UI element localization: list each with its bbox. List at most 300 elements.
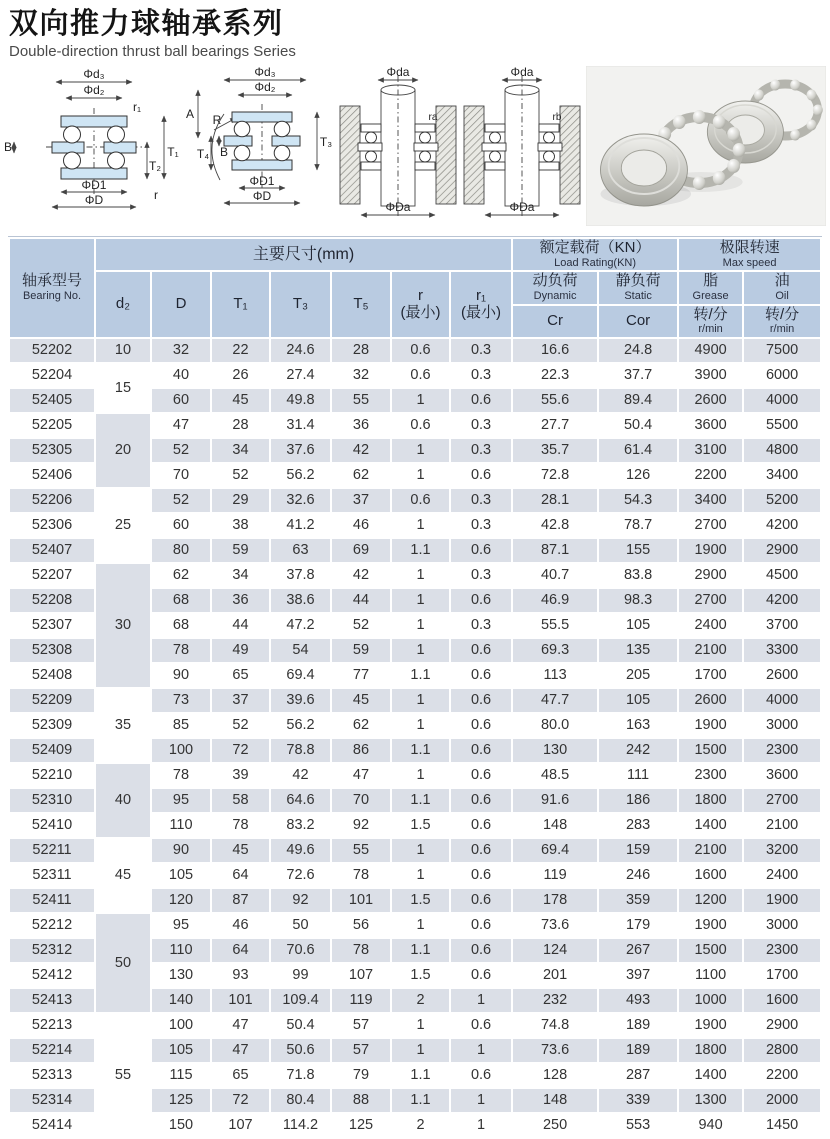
r-cell: 1.1 [392, 1089, 449, 1112]
dim-label-b: B [4, 140, 13, 155]
D-cell: 115 [152, 1064, 210, 1087]
grease-speed-cell: 2600 [679, 389, 742, 412]
r-cell: 2 [392, 1114, 449, 1137]
cr-cell: 178 [513, 889, 597, 912]
grease-unit-zh: 转/分 [693, 305, 728, 323]
r-cell: 1.1 [392, 664, 449, 687]
col-group-max-speed [679, 239, 820, 270]
bearing-no-cell: 52412 [10, 964, 94, 987]
r1-cell: 0.6 [451, 789, 511, 812]
grease-speed-cell: 3100 [679, 439, 742, 462]
T1-cell: 26 [212, 364, 269, 387]
dim-label-ra: ra [428, 112, 438, 124]
r-cell: 1 [392, 389, 449, 412]
T1-cell: 38 [212, 514, 269, 537]
D-cell: 105 [152, 1039, 210, 1062]
grease-speed-cell: 1700 [679, 664, 742, 687]
T3-cell: 92 [271, 889, 330, 912]
grease-speed-cell: 1500 [679, 739, 742, 762]
grease-speed-cell: 2100 [679, 839, 742, 862]
T5-cell: 86 [332, 739, 390, 762]
grease-speed-cell: 940 [679, 1114, 742, 1137]
bearing-table-body [10, 339, 820, 1137]
bearing-no-cell: 52408 [10, 664, 94, 687]
D-cell: 40 [152, 364, 210, 387]
r-cell: 1.5 [392, 964, 449, 987]
cr-cell: 73.6 [513, 1039, 597, 1062]
r1-cell: 0.3 [451, 339, 511, 362]
r1-cell: 0.6 [451, 964, 511, 987]
oil-speed-cell: 4000 [744, 689, 820, 712]
table-row [10, 414, 820, 437]
cor-cell: 242 [599, 739, 677, 762]
dim-label-phi-d3: Φd₃ [254, 66, 276, 80]
r-cell: 1 [392, 514, 449, 537]
cr-cell: 69.4 [513, 839, 597, 862]
T3-cell: 41.2 [271, 514, 330, 537]
col-header-T5 [332, 272, 390, 336]
spec-table-wrap [8, 236, 822, 1138]
bearing-no-cell: 52311 [10, 864, 94, 887]
T3-cell: 38.6 [271, 589, 330, 612]
T1-cell: 72 [212, 1089, 269, 1112]
T3-cell: 50 [271, 914, 330, 937]
d2-cell: 20 [96, 414, 150, 487]
T1-cell: 44 [212, 614, 269, 637]
table-header [10, 239, 820, 336]
title-block [0, 0, 830, 60]
T1-cell: 37 [212, 689, 269, 712]
T1-cell: 29 [212, 489, 269, 512]
r-cell: 1 [392, 689, 449, 712]
cr-cell: 201 [513, 964, 597, 987]
r-cell: 1 [392, 1039, 449, 1062]
r-cell: 1 [392, 464, 449, 487]
D-cell: 125 [152, 1089, 210, 1112]
T3-cell: 32.6 [271, 489, 330, 512]
r1-cell: 0.6 [451, 589, 511, 612]
bearing-no-cell: 52204 [10, 364, 94, 387]
r1-cell: 0.6 [451, 1014, 511, 1037]
grease-speed-cell: 1900 [679, 1014, 742, 1037]
T1-cell: 64 [212, 939, 269, 962]
speed-group-zh: 极限转速 [719, 239, 780, 257]
oil-speed-cell: 4500 [744, 564, 820, 587]
bearing-no-cell: 52205 [10, 414, 94, 437]
grease-speed-cell: 1900 [679, 914, 742, 937]
T5-cell: 125 [332, 1114, 390, 1137]
T5-cell: 55 [332, 839, 390, 862]
oil-speed-cell: 2600 [744, 664, 820, 687]
T3-cell: 109.4 [271, 989, 330, 1012]
oil-speed-cell: 3200 [744, 839, 820, 862]
bearing-no-cell: 52210 [10, 764, 94, 787]
mounting-diagram-2 [460, 66, 584, 226]
d2-cell: 30 [96, 564, 150, 687]
bearing-no-cell: 52202 [10, 339, 94, 362]
T1-cell: 72 [212, 739, 269, 762]
dim-label-phi-d2: Φd₂ [83, 83, 105, 98]
T1-cell: 45 [212, 389, 269, 412]
r1-cell: 0.6 [451, 389, 511, 412]
bearing-no-cell: 52213 [10, 1014, 94, 1037]
col-header-D [152, 272, 210, 336]
dim-label-phi-d1cap: ΦD1 [81, 178, 107, 193]
table-row [10, 364, 820, 387]
bearing-no-cell: 52307 [10, 614, 94, 637]
dim-label-phi-dacap: ΦDa [385, 200, 411, 215]
D-cell: 110 [152, 814, 210, 837]
T3-cell: 49.8 [271, 389, 330, 412]
r-min-label: (最小) [400, 303, 441, 321]
oil-speed-cell: 2900 [744, 1014, 820, 1037]
T1-cell: 107 [212, 1114, 269, 1137]
bearing-no-cell: 52211 [10, 839, 94, 862]
T1-label: T₁ [233, 295, 248, 313]
cr-cell: 47.7 [513, 689, 597, 712]
dim-label-t2: T₂ [149, 159, 161, 174]
grease-speed-cell: 2200 [679, 464, 742, 487]
d2-label: d₂ [115, 295, 131, 313]
oil-unit-zh: 转/分 [765, 305, 800, 323]
grease-speed-cell: 2100 [679, 639, 742, 662]
cr-cell: 250 [513, 1114, 597, 1137]
T5-cell: 78 [332, 939, 390, 962]
r-cell: 1 [392, 439, 449, 462]
grease-speed-cell: 2700 [679, 589, 742, 612]
bearing-no-cell: 52411 [10, 889, 94, 912]
T1-cell: 52 [212, 464, 269, 487]
bearing-no-en: Bearing No. [22, 290, 82, 303]
d2-cell: 10 [96, 339, 150, 362]
bearing-no-cell: 52208 [10, 589, 94, 612]
r-cell: 1.5 [392, 814, 449, 837]
cr-cell: 40.7 [513, 564, 597, 587]
r-cell: 1 [392, 839, 449, 862]
r-cell: 0.6 [392, 364, 449, 387]
cor-cell: 135 [599, 639, 677, 662]
dim-label-t3: T₃ [319, 135, 333, 150]
T3-cell: 71.8 [271, 1064, 330, 1087]
bearing-no-cell: 52312 [10, 939, 94, 962]
T3-cell: 54 [271, 639, 330, 662]
dim-label-phi-d: ΦD [84, 193, 104, 208]
T1-cell: 58 [212, 789, 269, 812]
cr-cell: 113 [513, 664, 597, 687]
col-header-grease-unit [679, 306, 742, 337]
r1-cell: 0.6 [451, 714, 511, 737]
grease-speed-cell: 2900 [679, 564, 742, 587]
r1-cell: 0.3 [451, 364, 511, 387]
dim-label-phi-d1cap: ΦD1 [249, 174, 275, 189]
col-header-dynamic [513, 272, 597, 303]
T3-cell: 49.6 [271, 839, 330, 862]
cor-cell: 553 [599, 1114, 677, 1137]
oil-zh: 油 [774, 272, 790, 290]
bearing-no-cell: 52214 [10, 1039, 94, 1062]
grease-speed-cell: 1900 [679, 539, 742, 562]
T3-cell: 47.2 [271, 614, 330, 637]
cor-cell: 37.7 [599, 364, 677, 387]
d2-cell: 40 [96, 764, 150, 837]
T1-cell: 28 [212, 414, 269, 437]
T3-cell: 50.4 [271, 1014, 330, 1037]
dim-label-phi-d: ΦD [252, 189, 272, 204]
grease-speed-cell: 3900 [679, 364, 742, 387]
d2-cell: 25 [96, 489, 150, 562]
cor-cell: 111 [599, 764, 677, 787]
T3-cell: 27.4 [271, 364, 330, 387]
col-header-r-min [392, 272, 449, 336]
oil-speed-cell: 1700 [744, 964, 820, 987]
table-row [10, 489, 820, 512]
col-header-T3 [271, 272, 330, 336]
table-row [10, 689, 820, 712]
bearing-no-cell: 52212 [10, 914, 94, 937]
D-label: D [175, 295, 187, 313]
oil-speed-cell: 3300 [744, 639, 820, 662]
page-title: 双向推力球轴承系列 [9, 8, 284, 40]
D-cell: 90 [152, 664, 210, 687]
grease-speed-cell: 1900 [679, 714, 742, 737]
T5-cell: 36 [332, 414, 390, 437]
T5-cell: 78 [332, 864, 390, 887]
cor-cell: 189 [599, 1014, 677, 1037]
cr-cell: 72.8 [513, 464, 597, 487]
r1-cell: 0.3 [451, 439, 511, 462]
T1-cell: 45 [212, 839, 269, 862]
T5-cell: 59 [332, 639, 390, 662]
oil-en: Oil [775, 290, 789, 303]
cor-cell: 105 [599, 614, 677, 637]
oil-speed-cell: 2000 [744, 1089, 820, 1112]
static-zh: 静负荷 [615, 272, 661, 290]
cr-cell: 130 [513, 739, 597, 762]
dim-label-a: A [185, 107, 195, 122]
r1-cell: 0.6 [451, 539, 511, 562]
D-cell: 47 [152, 414, 210, 437]
col-group-dimensions [96, 239, 511, 270]
grease-en: Grease [692, 290, 729, 303]
r-cell: 1 [392, 589, 449, 612]
T1-cell: 46 [212, 914, 269, 937]
D-cell: 68 [152, 614, 210, 637]
speed-group-en: Max speed [722, 257, 777, 270]
d2-cell: 35 [96, 689, 150, 762]
dim-label-phi-dacap: ΦDa [509, 200, 535, 215]
dim-label-r-big: R [212, 113, 222, 128]
T1-cell: 64 [212, 864, 269, 887]
grease-speed-cell: 1800 [679, 789, 742, 812]
D-cell: 140 [152, 989, 210, 1012]
bearing-section-diagram-2 [184, 66, 336, 226]
bearing-no-cell: 52209 [10, 689, 94, 712]
diagram-strip [4, 66, 826, 226]
D-cell: 68 [152, 589, 210, 612]
r1-cell: 0.3 [451, 514, 511, 537]
cr-label: Cr [547, 311, 563, 329]
D-cell: 70 [152, 464, 210, 487]
oil-speed-cell: 2800 [744, 1039, 820, 1062]
r-cell: 1 [392, 914, 449, 937]
grease-speed-cell: 1400 [679, 1064, 742, 1087]
T5-cell: 44 [332, 589, 390, 612]
table-row [10, 914, 820, 937]
cor-cell: 359 [599, 889, 677, 912]
cr-cell: 55.6 [513, 389, 597, 412]
T3-cell: 64.6 [271, 789, 330, 812]
oil-speed-cell: 1900 [744, 889, 820, 912]
col-header-T1 [212, 272, 269, 336]
T5-cell: 101 [332, 889, 390, 912]
T3-cell: 37.6 [271, 439, 330, 462]
T5-cell: 88 [332, 1089, 390, 1112]
dim-label-phi-d3: Φd₃ [83, 67, 105, 82]
cor-cell: 186 [599, 789, 677, 812]
r1-cell: 0.6 [451, 764, 511, 787]
oil-speed-cell: 4000 [744, 389, 820, 412]
cr-cell: 74.8 [513, 1014, 597, 1037]
bearing-no-cell: 52414 [10, 1114, 94, 1137]
T3-cell: 80.4 [271, 1089, 330, 1112]
T5-cell: 56 [332, 914, 390, 937]
washer-front [600, 134, 687, 206]
r1-cell: 0.3 [451, 414, 511, 437]
T3-label: T₃ [292, 295, 309, 313]
cr-cell: 128 [513, 1064, 597, 1087]
cor-cell: 78.7 [599, 514, 677, 537]
r-cell: 1.1 [392, 1064, 449, 1087]
cr-cell: 91.6 [513, 789, 597, 812]
T5-cell: 52 [332, 614, 390, 637]
T3-cell: 50.6 [271, 1039, 330, 1062]
bearing-photo-illustration [586, 66, 826, 226]
table-row [10, 339, 820, 362]
bearing-no-cell: 52413 [10, 989, 94, 1012]
r1-cell: 0.6 [451, 814, 511, 837]
cor-cell: 189 [599, 1039, 677, 1062]
load-group-zh: 额定载荷（KN） [539, 239, 651, 257]
cr-cell: 119 [513, 864, 597, 887]
cor-cell: 89.4 [599, 389, 677, 412]
bearing-no-cell: 52206 [10, 489, 94, 512]
T5-cell: 62 [332, 714, 390, 737]
r1-cell: 0.3 [451, 489, 511, 512]
dim-label-b: B [219, 145, 229, 160]
D-cell: 62 [152, 564, 210, 587]
cor-cell: 54.3 [599, 489, 677, 512]
cor-cell: 24.8 [599, 339, 677, 362]
T1-cell: 65 [212, 1064, 269, 1087]
grease-speed-cell: 3600 [679, 414, 742, 437]
T3-cell: 63 [271, 539, 330, 562]
T1-cell: 59 [212, 539, 269, 562]
D-cell: 78 [152, 764, 210, 787]
oil-speed-cell: 2400 [744, 864, 820, 887]
r1-cell: 0.6 [451, 664, 511, 687]
oil-speed-cell: 2300 [744, 939, 820, 962]
cr-cell: 46.9 [513, 589, 597, 612]
D-cell: 120 [152, 889, 210, 912]
r-cell: 1 [392, 614, 449, 637]
T1-cell: 34 [212, 564, 269, 587]
d2-cell: 45 [96, 839, 150, 912]
T1-cell: 47 [212, 1014, 269, 1037]
cr-cell: 87.1 [513, 539, 597, 562]
grease-speed-cell: 2700 [679, 514, 742, 537]
r-cell: 1 [392, 564, 449, 587]
r1-cell: 0.6 [451, 864, 511, 887]
oil-speed-cell: 5500 [744, 414, 820, 437]
grease-speed-cell: 1300 [679, 1089, 742, 1112]
dynamic-en: Dynamic [533, 290, 577, 303]
cor-cell: 126 [599, 464, 677, 487]
cr-cell: 55.5 [513, 614, 597, 637]
r-cell: 1 [392, 764, 449, 787]
cor-cell: 179 [599, 914, 677, 937]
T5-cell: 57 [332, 1039, 390, 1062]
r-cell: 1 [392, 864, 449, 887]
T3-cell: 37.8 [271, 564, 330, 587]
dims-group-label: 主要尺寸(mm) [252, 245, 355, 263]
dim-label-phi-d2: Φd₂ [254, 80, 276, 95]
T5-cell: 70 [332, 789, 390, 812]
oil-speed-cell: 3400 [744, 464, 820, 487]
T3-cell: 72.6 [271, 864, 330, 887]
bearing-no-cell: 52405 [10, 389, 94, 412]
r-cell: 1.1 [392, 739, 449, 762]
bearing-no-cell: 52308 [10, 639, 94, 662]
cor-cell: 159 [599, 839, 677, 862]
grease-speed-cell: 2300 [679, 764, 742, 787]
T5-cell: 42 [332, 439, 390, 462]
bearing-no-cell: 52406 [10, 464, 94, 487]
bearing-no-cell: 52306 [10, 514, 94, 537]
grease-speed-cell: 1600 [679, 864, 742, 887]
bearing-no-cell: 52410 [10, 814, 94, 837]
D-cell: 100 [152, 739, 210, 762]
dim-label-rb: rb [552, 112, 562, 124]
cor-cell: 155 [599, 539, 677, 562]
cor-cell: 163 [599, 714, 677, 737]
oil-speed-cell: 2900 [744, 539, 820, 562]
D-cell: 80 [152, 539, 210, 562]
bearing-no-cell: 52305 [10, 439, 94, 462]
cr-cell: 148 [513, 814, 597, 837]
r-label: r [418, 286, 423, 304]
D-cell: 60 [152, 514, 210, 537]
D-cell: 90 [152, 839, 210, 862]
d2-cell: 55 [96, 1014, 150, 1137]
cr-cell: 16.6 [513, 339, 597, 362]
oil-speed-cell: 1450 [744, 1114, 820, 1137]
r1-cell: 0.6 [451, 689, 511, 712]
cr-cell: 73.6 [513, 914, 597, 937]
washer-back [707, 101, 783, 163]
table-row [10, 764, 820, 787]
table-row [10, 1014, 820, 1037]
D-cell: 100 [152, 1014, 210, 1037]
cr-cell: 48.5 [513, 764, 597, 787]
oil-speed-cell: 2200 [744, 1064, 820, 1087]
D-cell: 130 [152, 964, 210, 987]
cor-cell: 205 [599, 664, 677, 687]
T5-cell: 47 [332, 764, 390, 787]
oil-speed-cell: 3000 [744, 914, 820, 937]
oil-unit-en: r/min [769, 323, 795, 336]
r-cell: 0.6 [392, 414, 449, 437]
dim-label-t4: T₄ [196, 147, 210, 162]
